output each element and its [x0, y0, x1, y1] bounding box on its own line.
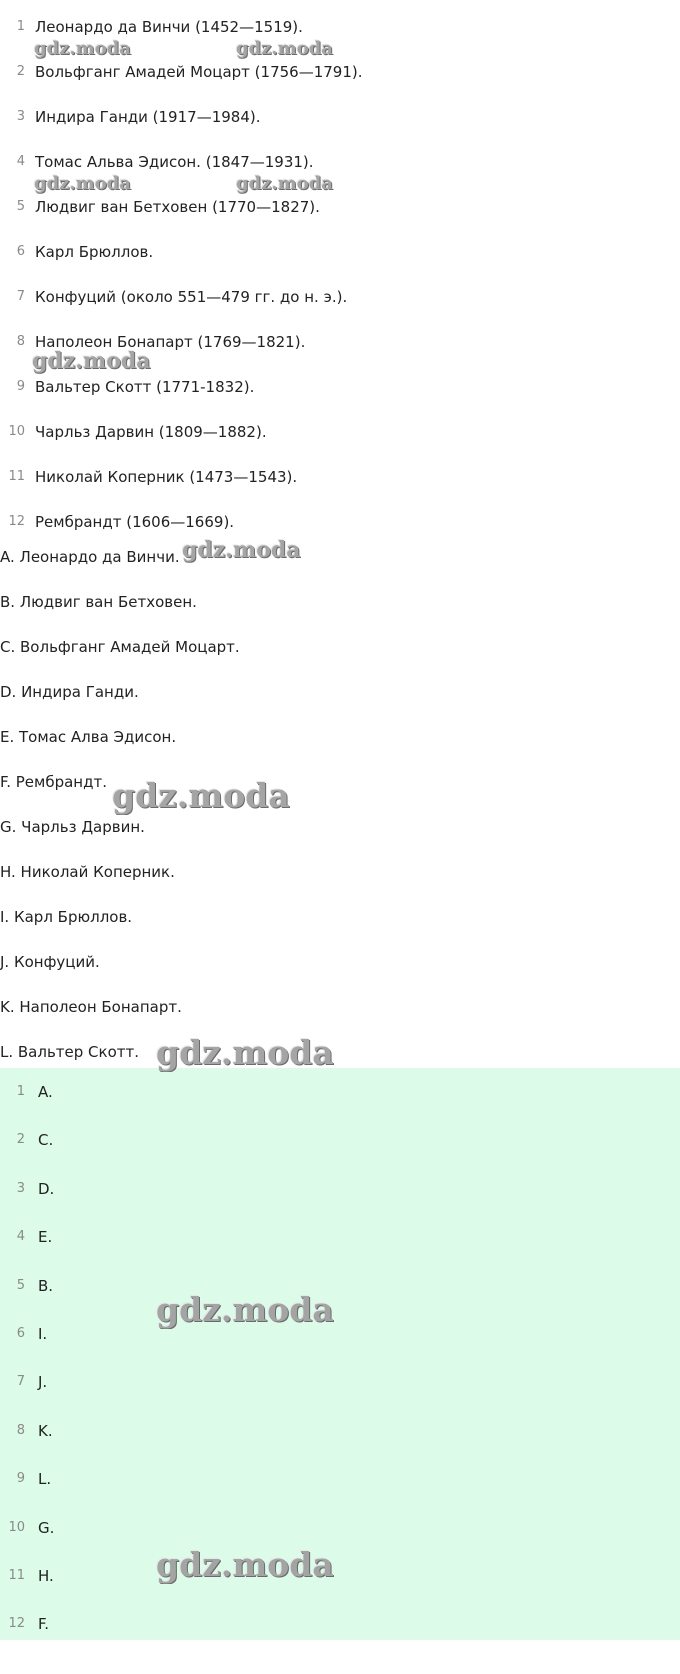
watermark: gdz.moda [34, 38, 131, 59]
item-text: Индира Ганди (1917—1984). [35, 108, 261, 126]
item-number: 7 [16, 289, 25, 304]
item-number: 9 [16, 379, 25, 394]
item-number: 12 [8, 514, 25, 529]
answer-letter: J. [38, 1373, 48, 1391]
letter-item: D. Индира Ганди. [0, 683, 139, 701]
item-text: Вальтер Скотт (1771-1832). [35, 378, 255, 396]
watermark: gdz.moda [156, 1290, 334, 1329]
item-text: Карл Брюллов. [35, 243, 154, 261]
answer-letter: H. [38, 1567, 54, 1585]
answer-number: 7 [16, 1374, 25, 1389]
item-number: 2 [16, 64, 25, 79]
answer-letter: B. [38, 1277, 54, 1295]
watermark: gdz.moda [182, 537, 301, 563]
item-number: 4 [16, 154, 25, 169]
letter-item: H. Николай Коперник. [0, 863, 175, 881]
item-number: 8 [16, 334, 25, 349]
watermark: gdz.moda [236, 38, 333, 59]
item-text: Рембрандт (1606—1669). [35, 513, 235, 531]
item-text: Чарльз Дарвин (1809—1882). [35, 423, 267, 441]
item-number: 1 [16, 19, 25, 34]
answer-number: 6 [16, 1326, 25, 1341]
item-number: 6 [16, 244, 25, 259]
letter-item: I. Карл Брюллов. [0, 908, 133, 926]
answer-letter: K. [38, 1422, 53, 1440]
letter-item: J. Конфуций. [0, 953, 100, 971]
item-text: Вольфганг Амадей Моцарт (1756—1791). [35, 63, 363, 81]
answer-number: 5 [16, 1278, 25, 1293]
item-number: 3 [16, 109, 25, 124]
watermark: gdz.moda [156, 1033, 334, 1072]
letter-item: L. Вальтер Скотт. [0, 1043, 140, 1061]
letter-item: C. Вольфганг Амадей Моцарт. [0, 638, 240, 656]
letter-item: E. Томас Алва Эдисон. [0, 728, 177, 746]
watermark: gdz.moda [236, 173, 333, 194]
answer-number: 4 [16, 1229, 25, 1244]
letter-item: G. Чарльз Дарвин. [0, 818, 145, 836]
answer-letter: C. [38, 1131, 54, 1149]
item-text: Людвиг ван Бетховен (1770—1827). [35, 198, 320, 216]
watermark: gdz.moda [156, 1545, 334, 1584]
answer-number: 2 [16, 1132, 25, 1147]
letter-item: A. Леонардо да Винчи. [0, 548, 180, 566]
item-text: Леонардо да Винчи (1452—1519). [35, 18, 303, 36]
answer-number: 1 [16, 1084, 25, 1099]
answer-number: 10 [8, 1520, 25, 1535]
answer-letter: I. [38, 1325, 48, 1343]
item-number: 10 [8, 424, 25, 439]
answer-letter: D. [38, 1180, 55, 1198]
letter-item: F. Рембрандт. [0, 773, 107, 791]
answer-letter: L. [38, 1470, 52, 1488]
letter-item: K. Наполеон Бонапарт. [0, 998, 182, 1016]
answer-number: 8 [16, 1423, 25, 1438]
answer-number: 9 [16, 1471, 25, 1486]
letter-item: B. Людвиг ван Бетховен. [0, 593, 197, 611]
item-text: Конфуций (около 551—479 гг. до н. э.). [35, 288, 348, 306]
answer-letter: F. [38, 1615, 49, 1633]
answer-letter: G. [38, 1519, 55, 1537]
watermark: gdz.moda [112, 776, 290, 815]
item-text: Томас Альва Эдисон. (1847—1931). [35, 153, 314, 171]
item-number: 5 [16, 199, 25, 214]
item-number: 11 [8, 469, 25, 484]
answer-number: 11 [8, 1568, 25, 1583]
answer-number: 12 [8, 1616, 25, 1631]
answer-letter: E. [38, 1228, 53, 1246]
watermark: gdz.moda [32, 348, 151, 374]
answer-letter: A. [38, 1083, 53, 1101]
answers-block [0, 1068, 680, 1640]
item-text: Николай Коперник (1473—1543). [35, 468, 298, 486]
item-text: Наполеон Бонапарт (1769—1821). [35, 333, 306, 351]
watermark: gdz.moda [34, 173, 131, 194]
answer-number: 3 [16, 1181, 25, 1196]
